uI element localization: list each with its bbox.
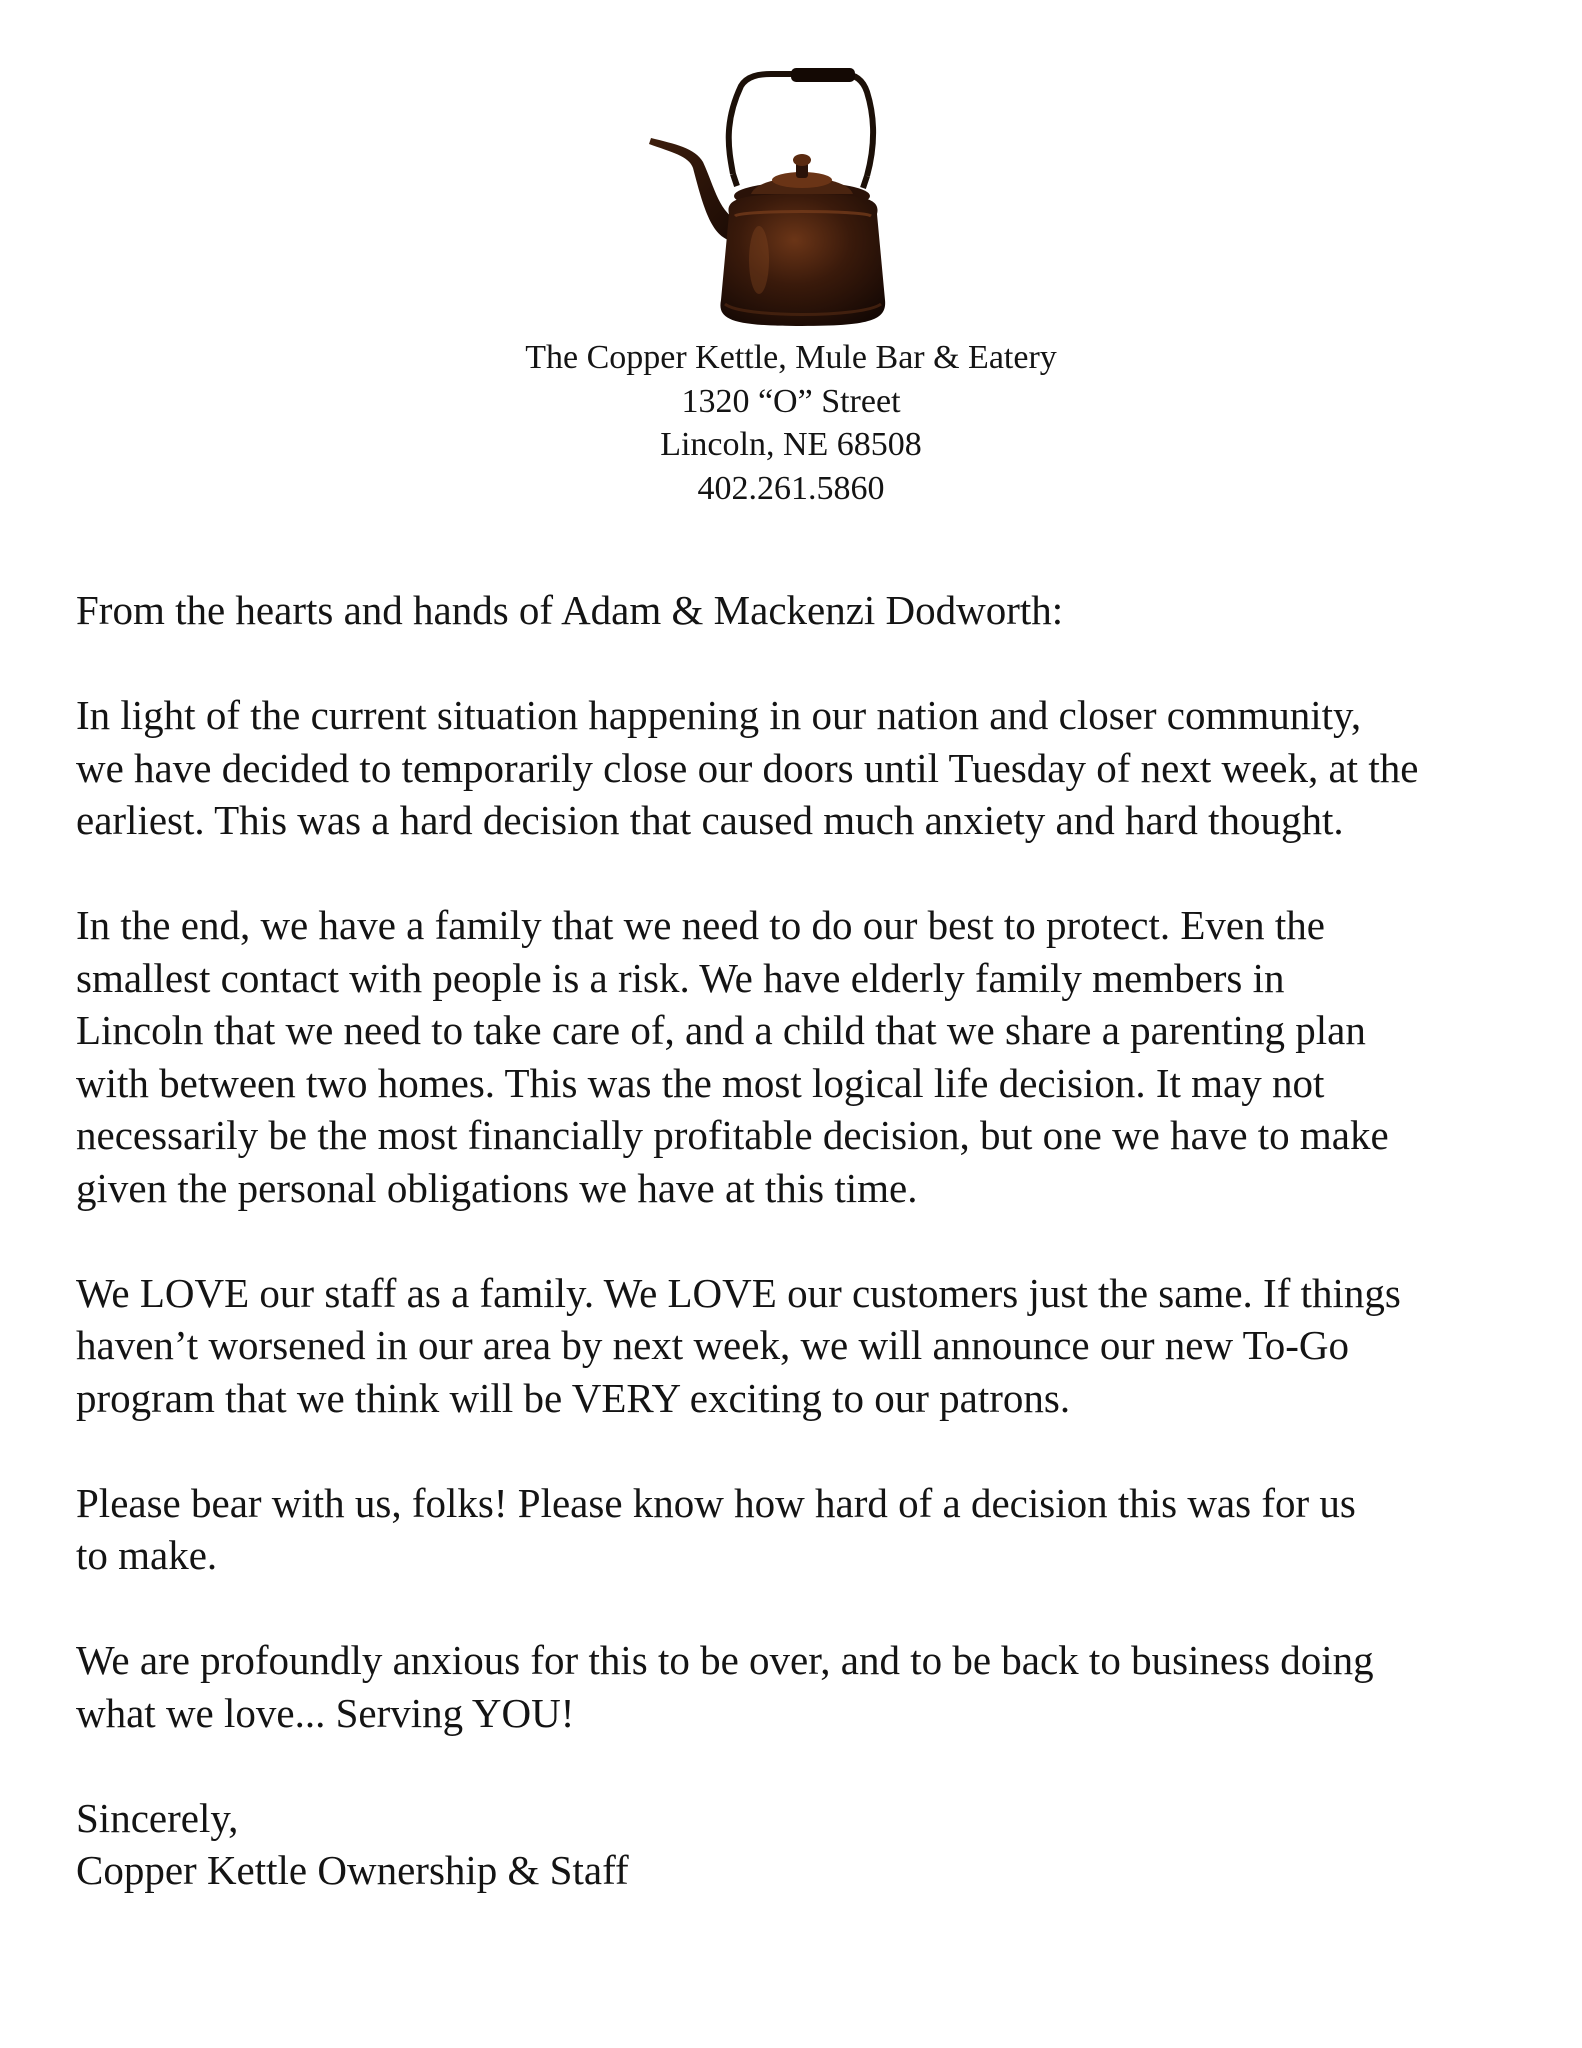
paragraph-line: given the personal obligations we have at this time.: [76, 1164, 918, 1211]
paragraph-line: what we love... Serving YOU!: [76, 1689, 575, 1736]
paragraph-line: We are profoundly anxious for this to be over, and to be back to business doing: [76, 1637, 1374, 1683]
copper-kettle-icon: [641, 64, 926, 334]
paragraph-line: earliest. This was a hard decision that caused much anxiety and hard thought.: [76, 797, 1344, 843]
letter-body: [76, 584, 1546, 1949]
paragraph-line: In light of the current situation happening in our nation and closer community,: [76, 692, 1362, 738]
signoff: [76, 1792, 1546, 1897]
greeting-line: From the hearts and hands of Adam & Mackenzi Dodworth:: [76, 587, 1064, 633]
paragraph-patience: [76, 1477, 1546, 1582]
paragraph-line: Please bear with us, folks! Please know how hard of a decision this was for us: [76, 1479, 1356, 1526]
paragraph-line: Lincoln that we need to take care of, and a child that we share a parenting plan: [76, 1007, 1366, 1053]
paragraph-line: necessarily be the most financially profitable decision, but one we have to make: [76, 1112, 1389, 1158]
greeting: [76, 584, 1546, 637]
business-name: The Copper Kettle, Mule Bar & Eatery: [525, 339, 1057, 376]
business-street: 1320 “O” Street: [681, 382, 901, 420]
business-city: Lincoln, NE 68508: [660, 426, 922, 463]
paragraph-line: In the end, we have a family that we need to do our best to protect. Even the: [76, 902, 1325, 948]
paragraph-staff: [76, 1267, 1546, 1425]
paragraph-anxious: [76, 1634, 1546, 1739]
closing: Sincerely,: [76, 1794, 239, 1841]
signature: Copper Kettle Ownership & Staff: [76, 1847, 629, 1893]
paragraph-line: haven’t worsened in our area by next week, we will announce our new To-Go: [76, 1322, 1350, 1368]
paragraph-family: [76, 899, 1546, 1214]
paragraph-line: program that we think will be VERY exciting to our patrons.: [76, 1374, 1071, 1421]
paragraph-closure: [76, 689, 1546, 847]
paragraph-line: smallest contact with people is a risk. We have elderly family members in: [76, 954, 1285, 1001]
business-header: [0, 336, 1582, 510]
paragraph-line: we have decided to temporarily close our doors until Tuesday of next week, at the: [76, 744, 1419, 791]
paragraph-line: We LOVE our staff as a family. We LOVE our customers just the same. If things: [76, 1269, 1401, 1316]
paragraph-line: to make.: [76, 1532, 218, 1578]
paragraph-line: with between two homes. This was the most logical life decision. It may not: [76, 1059, 1325, 1106]
business-phone: 402.261.5860: [697, 469, 885, 507]
